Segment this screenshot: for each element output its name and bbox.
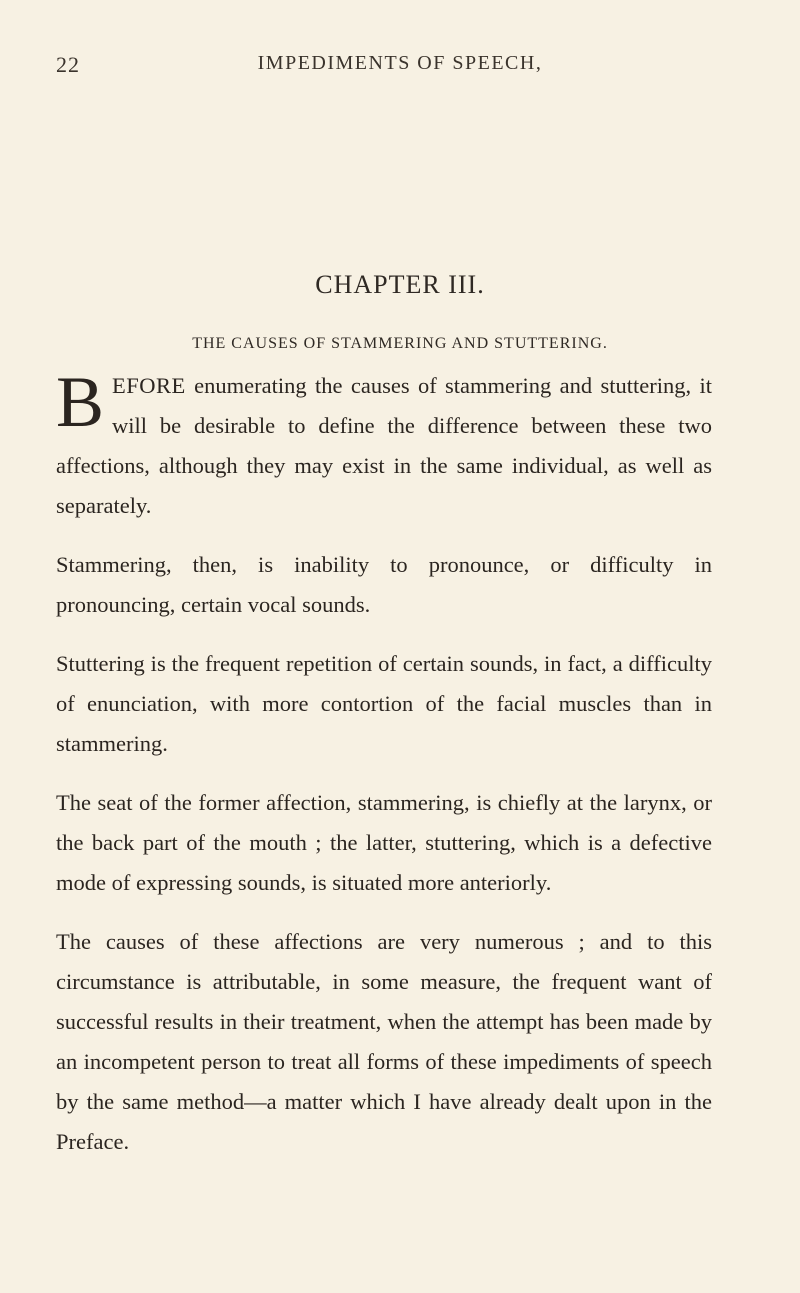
paragraph-1 — [56, 362, 712, 526]
paragraph-2: Stammering, then, is inability to pronounce, or difficulty in pronouncing, certain vocal sounds. — [56, 552, 712, 617]
page-number: 22 — [56, 52, 80, 77]
paragraph-5: The causes of these affections are very numerous ; and to this circumstance is attributable, in some measure, the frequent want of successful results in their treatment, when the attempt has been made by an incompetent person to treat all forms of these impediments of speech by the same method—a matter which I have already dealt upon in the Preface. — [56, 929, 712, 1154]
paragraph-3: Stuttering is the frequent repetition of certain sounds, in fact, a difficulty of enunciation, with more contortion of the facial muscles than in stammering. — [56, 651, 712, 756]
paragraph-1-text: enumerating the causes of stammering and stuttering, it will be desirable to define the difference between these two affections, although they may exist in the same individual, as well as separately. — [56, 373, 712, 518]
running-head — [0, 52, 800, 82]
chapter-subtitle: THE CAUSES OF STAMMERING AND STUTTERING. — [192, 335, 608, 352]
drop-cap: B — [56, 362, 105, 442]
first-word-rest: EFORE — [112, 373, 186, 398]
paragraph-4: The seat of the former affection, stammering, is chiefly at the larynx, or the back part of the mouth ; the latter, stuttering, which is a defective mode of expressing sounds, is situated more anteriorly. — [56, 790, 712, 895]
body-text — [56, 362, 712, 1181]
running-title: IMPEDIMENTS OF SPEECH, — [257, 52, 543, 74]
chapter-heading: CHAPTER III. — [315, 270, 485, 299]
